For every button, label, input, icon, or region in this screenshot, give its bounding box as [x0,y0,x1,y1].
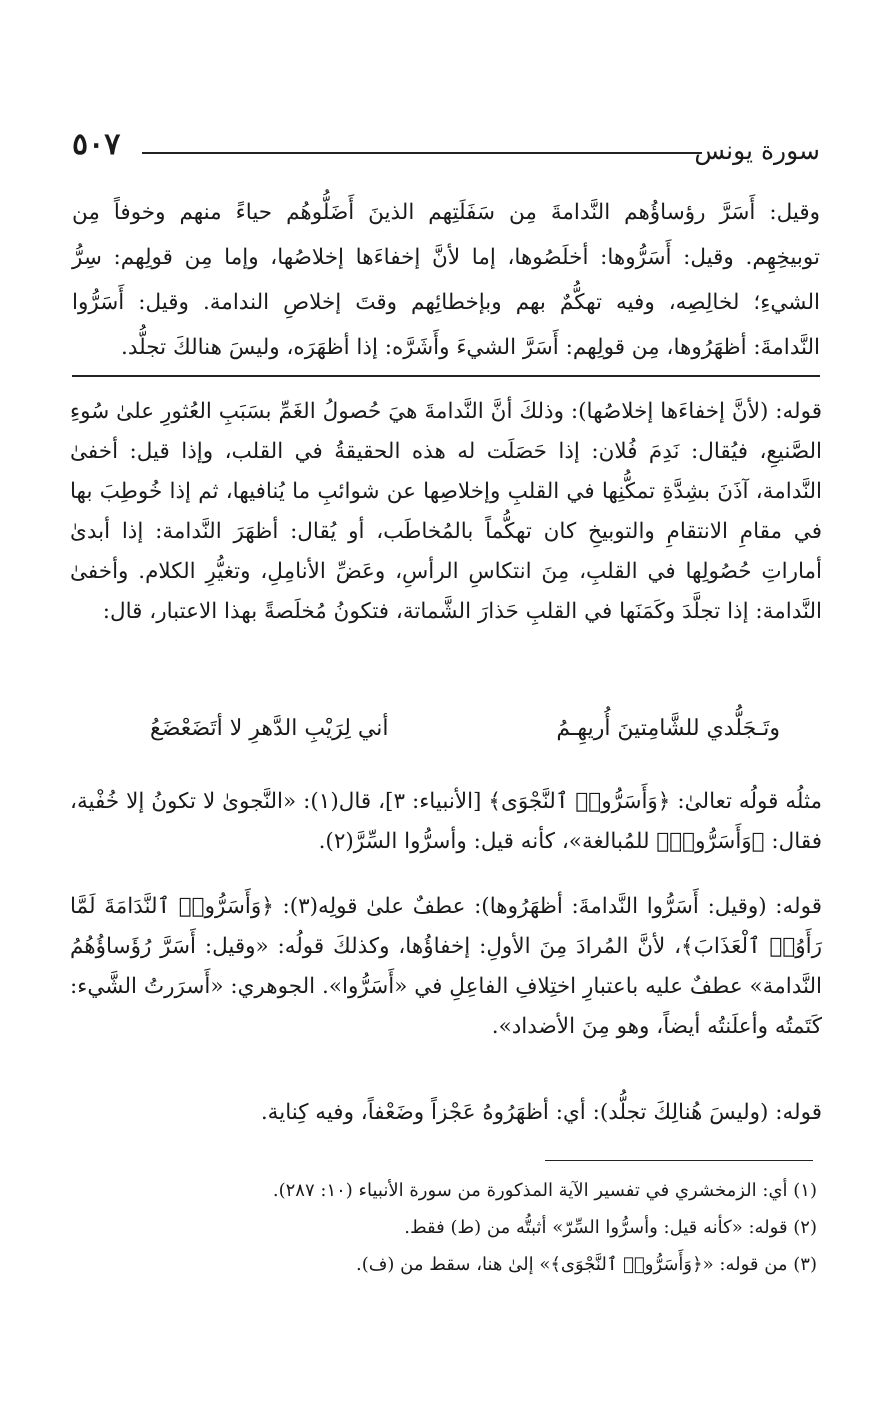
poetry-verse [150,712,780,756]
verse-hemistich-1: وتَـجَلُّدي للشَّامِتينَ أُريهِـمُ [556,716,780,741]
page-header [72,128,820,168]
commentary-paragraph-2: مثلُه قولُه تعالىٰ: ﴿وَأَسَرُّوا۟ ٱلنَّجْوَى﴾ [الأنبياء: ٣]، قال(١): «النَّجوىٰ لا تكونُ إلا خُفْية، فقال: ﴿وَأَسَرُّوا۟﴾ للمُبالغة»، كأنه قيل: وأسرُّوا السِّرَّ(٢). [70,789,823,854]
surah-title: سورة يونس [694,136,820,165]
footnote-divider [545,1160,813,1161]
commentary-paragraph-4: قوله: (وليسَ هُنالِكَ تجلُّد): أي: أظهَرُوهُ عَجْزاً وضَعْفاً، وفيه كِناية. [260,1100,822,1125]
footnotes [72,1172,817,1283]
footnote-1: (١) أي: الزمخشري في تفسير الآية المذكورة من سورة الأنبياء (١٠: ٢٨٧). [272,1180,817,1201]
commentary-paragraph-3: قوله: (وقيل: أَسَرُّوا النَّدامةَ: أظهَرُوها): عطفٌ علىٰ قولِه(٣): ﴿وَأَسَرُّوا۟ ٱلنَّدَامَةَ لَمَّا رَأَوُا۟ ٱلْعَذَابَ﴾، لأنَّ المُرادَ مِنَ الأولِ: إخفاؤُها، وكذلكَ قولُه: «وقيل: أَسَرَّ رُؤَساؤُهُمُ النَّدامة» عطفٌ عليه باعتبارِ اختِلافِ الفاعِلِ في «أَسَرُّوا». الجوهري: «أَسرَرتُ الشَّيء: كَتَمتُه وأعلَنتُه أيضاً، وهو مِنَ الأضداد». [70,894,822,1039]
header-rule [142,152,702,154]
main-text: وقيل: أَسَرَّ رؤساؤُهم النَّدامةَ مِن سَفَلَتِهم الذينَ أَضَلُّوهُم حياءً منهم وخوفاً مِن توبيخِهِم. وقيل: أَسَرُّوها: أخلَصُوها، إما لأنَّ إخفاءَها إخلاصُها، وإما مِن قولِهم: سِرُّ الشيءِ؛ لخالِصِه، وفيه تهكُّمٌ بهم وبإخطائِهم وقتَ إخلاصِ الندامة. وقيل: أَسَرُّوا النَّدامةَ: أظهَرُوها، مِن قولِهم: أَسَرَّ الشيءَ وأَشَرَّه: إذا أظهَرَه، وليسَ هنالكَ تجلُّد. [72,200,820,360]
verse-hemistich-2: أني لِرَيْبِ الدَّهرِ لا أتَضَعْضَعُ [150,716,389,741]
main-divider [72,375,820,377]
footnote-3: (٣) من قوله: «﴿وَأَسَرُّوا۟ ٱلنَّجْوَى﴾» إلىٰ هنا، سقط من (ف). [355,1254,817,1275]
footnote-2: (٢) قوله: «كأنه قيل: وأسرُّوا السِّرّ» أثبتُّه من (ط) فقط. [404,1217,817,1238]
commentary-paragraph-1: قوله: (لأنَّ إخفاءَها إخلاصُها): وذلكَ أنَّ النَّدامةَ هيَ حُصولُ الغَمِّ بسَبَبِ العُثورِ علىٰ سُوءِ الصَّنيعِ، فيُقال: نَدِمَ فُلان: إذا حَصَلَت له هذه الحقيقةُ في القلب، وإذا قيل: أخفىٰ النَّدامة، آذَنَ بشِدَّةِ تمكُّنِها في القلبِ وإخلاصِها عن شوائبِ ما يُنافيها، ثم إذا خُوطِبَ بها في مقامِ الانتقامِ والتوبيخِ كان تهكُّماً بالمُخاطَب، أو يُقال: أظهَرَ النَّدامة: إذا أبدىٰ أماراتِ حُصُولِها في القلبِ، مِنَ انتكاسِ الرأسِ، وعَضِّ الأنامِلِ، وتغيُّرِ الكلام. وأخفىٰ النَّدامة: إذا تجلَّدَ وكَمَنَها في القلبِ حَذارَ الشَّماتة، فتكونُ مُخلَصةً بهذا الاعتبار، قال: [70,399,822,624]
page-number: ٥٠٧ [72,127,121,162]
